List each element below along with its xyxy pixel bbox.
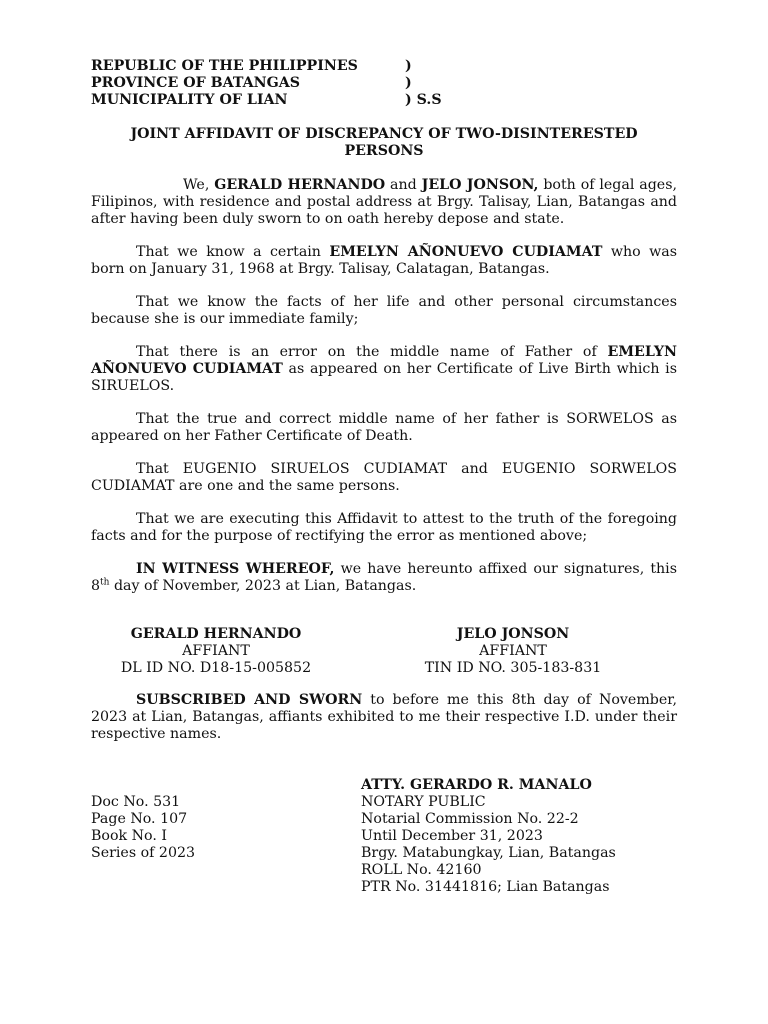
paragraph-affiants-intro bbox=[91, 177, 677, 228]
text-run: That there is an error on the middle name of Father of bbox=[136, 344, 608, 360]
text-run: and bbox=[385, 177, 422, 193]
paragraph-jurat bbox=[91, 692, 677, 743]
text-run: we have hereunto affixed our signatures, this 8 bbox=[91, 561, 677, 594]
text-run: That we know the facts of her life and other personal circumstances because she is our immediate family; bbox=[91, 294, 677, 327]
document-title: JOINT AFFIDAVIT OF DISCREPANCY OF TWO-DISINTERESTED PERSONS bbox=[130, 126, 638, 159]
caption-ss: ) S.S bbox=[405, 92, 442, 108]
page-number: Page No. 107 bbox=[91, 811, 188, 827]
caption-province: PROVINCE OF BATANGAS bbox=[91, 75, 300, 91]
text-run: who was born on January 31, 1968 at Brgy. Talisay, Calatagan, Batangas. bbox=[91, 244, 678, 277]
text-run: We, bbox=[183, 177, 215, 193]
text-run: both of legal ages, Filipinos, with residence and postal address at Brgy. Talisay, Lian, Batangas and after having been duly sworn to on oath hereby depose and state. bbox=[91, 177, 677, 227]
affiant-name-1: GERALD HERNANDO bbox=[214, 177, 386, 193]
text-run: That the true and correct middle name of her father is SORWELOS as appeared on her Father Certificate of Death. bbox=[91, 411, 677, 444]
text-run: as appeared on her Certificate of Live Birth which is SIRUELOS. bbox=[91, 361, 677, 394]
paragraph-purpose bbox=[91, 511, 677, 545]
affiant-name: JELO JONSON bbox=[456, 626, 570, 642]
text-run: That EUGENIO SIRUELOS CUDIAMAT and EUGENIO SORWELOS CUDIAMAT are one and the same persons. bbox=[91, 461, 677, 494]
caption-line bbox=[91, 92, 677, 109]
series-year: Series of 2023 bbox=[91, 845, 196, 861]
affidavit-page bbox=[91, 58, 677, 907]
paragraph-error bbox=[91, 344, 677, 395]
signature-block-affiant-1 bbox=[91, 626, 341, 677]
affiant-role: AFFIANT bbox=[182, 643, 250, 659]
doc-number: Doc No. 531 bbox=[91, 794, 181, 810]
caption-bracket: ) bbox=[405, 58, 412, 74]
caption-country: REPUBLIC OF THE PHILIPPINES bbox=[91, 58, 358, 74]
affiant-role: AFFIANT bbox=[479, 643, 547, 659]
paragraph-subject bbox=[91, 244, 677, 278]
text-run: That we are executing this Affidavit to attest to the truth of the foregoing facts and for the purpose of rectifying the error as mentioned above; bbox=[91, 511, 677, 544]
caption-bracket: ) bbox=[405, 75, 412, 91]
text-run: to before me this 8th day of November, 2023 at Lian, Batangas, affiants exhibited to me their respective I.D. under their respective names. bbox=[91, 692, 677, 742]
venue-caption bbox=[91, 58, 677, 109]
paragraph-correct-name bbox=[91, 411, 677, 445]
notary-section bbox=[91, 777, 677, 907]
ordinal-suffix: th bbox=[100, 577, 110, 588]
doc-info bbox=[91, 794, 195, 862]
book-number: Book No. I bbox=[91, 828, 167, 844]
notary-title: NOTARY PUBLIC bbox=[361, 794, 486, 810]
notary-commission-until: Until December 31, 2023 bbox=[361, 828, 543, 844]
paragraph-same-persons bbox=[91, 461, 677, 495]
text-run: That we know a certain bbox=[136, 244, 330, 260]
affiant-name: GERALD HERNANDO bbox=[130, 626, 302, 642]
subject-name: EMELYN AÑONUEVO CUDIAMAT bbox=[91, 344, 677, 377]
jurat-heading: SUBSCRIBED AND SWORN bbox=[136, 692, 363, 708]
notary-name: ATTY. GERARDO R. MANALO bbox=[361, 777, 592, 793]
paragraph-witness bbox=[91, 561, 677, 595]
text-run: day of November, 2023 at Lian, Batangas. bbox=[109, 578, 417, 594]
paragraph-knowledge bbox=[91, 294, 677, 328]
affiant-id: DL ID NO. D18-15-005852 bbox=[120, 660, 312, 676]
affiant-id: TIN ID NO. 305-183-831 bbox=[424, 660, 602, 676]
subject-name: EMELYN AÑONUEVO CUDIAMAT bbox=[329, 244, 603, 260]
notary-ptr-number: PTR No. 31441816; Lian Batangas bbox=[361, 879, 610, 895]
notary-details bbox=[361, 777, 616, 896]
witness-heading: IN WITNESS WHEREOF, bbox=[136, 561, 335, 577]
caption-municipality: MUNICIPALITY OF LIAN bbox=[91, 92, 288, 108]
caption-line bbox=[91, 58, 677, 75]
affiant-name-2: JELO JONSON, bbox=[421, 177, 539, 193]
notary-commission: Notarial Commission No. 22-2 bbox=[361, 811, 579, 827]
notary-address: Brgy. Matabungkay, Lian, Batangas bbox=[361, 845, 616, 861]
notary-roll-number: ROLL No. 42160 bbox=[361, 862, 482, 878]
affiant-signatures bbox=[91, 626, 677, 677]
signature-block-affiant-2 bbox=[393, 626, 633, 677]
caption-line bbox=[91, 75, 677, 92]
